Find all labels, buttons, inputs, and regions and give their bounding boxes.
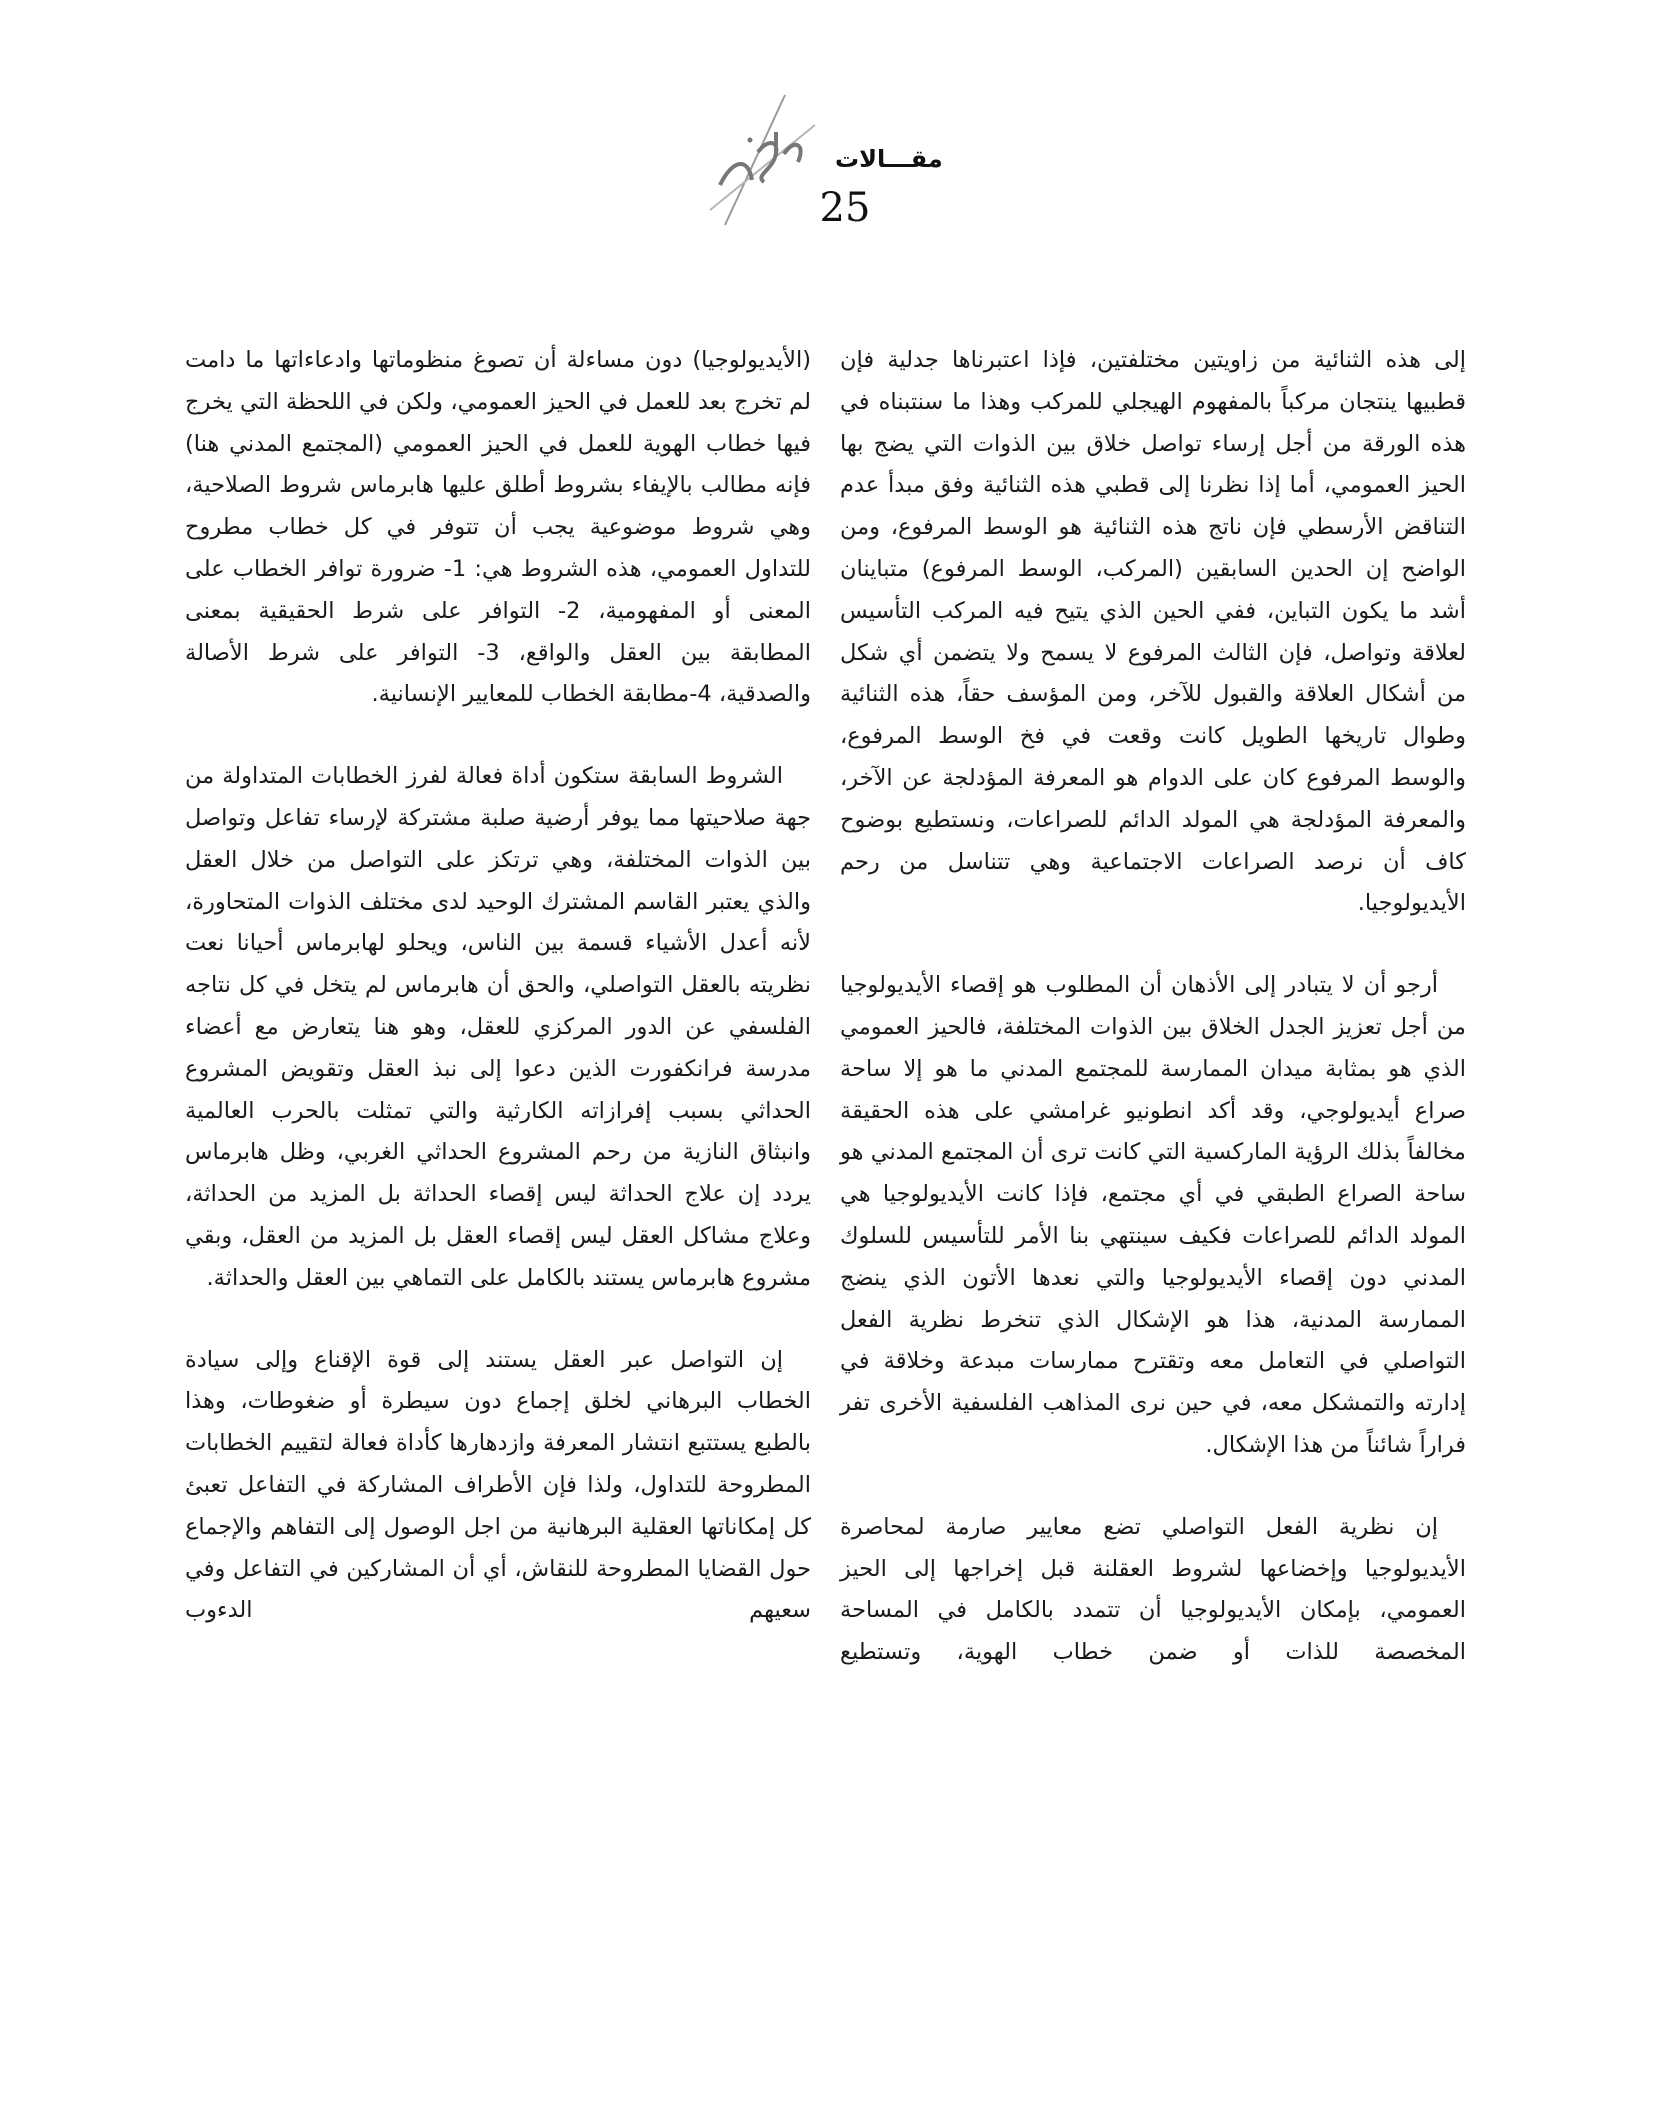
paragraph: الشروط السابقة ستكون أداة فعالة لفرز الخطابات المتداولة من جهة صلاحيتها مما يوفر أرضية صلبة مشتركة لإرساء تفاعل وتواصل بين الذوات المختلفة، وهي ترتكز على التواصل من خلال العقل والذي يعتبر القاسم المشترك الوحيد لدى مختلف الذوات المتحاورة، لأنه أعدل الأشياء قسمة بين الناس، ويحلو لهابرماس أحيانا نعت نظريته بالعقل التواصلي، والحق أن هابرماس لم يتخل في كل نتاجه الفلسفي عن الدور المركزي للعقل، وهو هنا يتعارض مع أعضاء مدرسة فرانكفورت الذين دعوا إلى نبذ العقل وتقويض المشروع الحداثي بسبب إفرازاته الكارثية والتي تمثلت بالحرب العالمية وانبثاق النازية من رحم المشروع الحداثي الغربي، وظل هابرماس يردد إن علاج الحداثة ليس إقصاء الحداثة بل المزيد من الحداثة، وعلاج مشاكل العقل ليس إقصاء العقل بل المزيد من العقل، وبقي مشروع هابرماس يستند بالكامل على التماهي بين العقل والحداثة. [185, 763, 811, 1291]
text-column-right [840, 340, 1466, 1674]
text-column-left [185, 340, 811, 1632]
page-number: 25 [819, 185, 871, 231]
paragraph: (الأيديولوجيا) دون مساءلة أن تصوغ منظوماتها وادعاءاتها ما دامت لم تخرج بعد للعمل في الحيز العمومي، ولكن في اللحظة التي يخرج فيها خطاب الهوية للعمل في الحيز العمومي (المجتمع المدني هنا) فإنه مطالب بالإيفاء بشروط أطلق عليها هابرماس شروط الصلاحية، وهي شروط موضوعية يجب أن تتوفر في كل خطاب مطروح للتداول العمومي، هذه الشروط هي: 1- ضرورة توافر الخطاب على المعنى أو المفهومية، 2- التوافر على شرط الحقيقية بمعنى المطابقة بين العقل والواقع، 3- التوافر على شرط الأصالة والصدقية، 4-مطابقة الخطاب للمعايير الإنسانية. [185, 347, 812, 708]
paragraph: إن نظرية الفعل التواصلي تضع معايير صارمة لمحاصرة الأيديولوجيا وإخضاعها لشروط العقلنة قبل إخراجها إلى الحيز العمومي، بإمكان الأيديولوجيا أن تتمدد بالكامل في المساحة المخصصة للذات أو ضمن خطاب الهوية، وتستطيع [840, 1513, 1466, 1666]
page-header [0, 0, 1654, 250]
paragraph: إن التواصل عبر العقل يستند إلى قوة الإقناع وإلى سيادة الخطاب البرهاني لخلق إجماع دون سيطرة أو ضغوطات، وهذا بالطبع يستتبع انتشار المعرفة وازدهارها كأداة فعالة لتقييم الخطابات المطروحة للتداول، ولذا فإن الأطراف المشاركة في التفاعل تعبئ كل إمكاناتها العقلية البرهانية من اجل الوصول إلى التفاهم والإجماع حول القضايا المطروحة للنقاش، أي أن المشاركين في التفاعل وفي سعيهم الدءوب [185, 1346, 811, 1624]
section-label: مقـــالات [835, 145, 943, 173]
paragraph: أرجو أن لا يتبادر إلى الأذهان أن المطلوب هو إقصاء الأيديولوجيا من أجل تعزيز الجدل الخلاق بين الذوات المختلفة، فالحيز العمومي الذي هو بمثابة ميدان الممارسة للمجتمع المدني ما هو إلا ساحة صراع أيديولوجي، وقد أكد انطونيو غرامشي على هذه الحقيقة مخالفاً بذلك الرؤية الماركسية التي كانت ترى أن المجتمع المدني هو ساحة الصراع الطبقي في أي مجتمع، فإذا كانت الأيديولوجيا هي المولد الدائم للصراعات فكيف سينتهي بنا الأمر للتأسيس للسلوك المدني دون إقصاء الأيديولوجيا والتي نعدها الأتون الذي ينضج الممارسة المدنية، هذا هو الإشكال الذي تنخرط نظرية الفعل التواصلي في التعامل معه وتقترح ممارسات مبدعة وخلاقة في إدارته والتمشكل معه، في حين نرى المذاهب الفلسفية الأخرى تفر فراراً شائناً من هذا الإشكال. [840, 972, 1466, 1458]
paragraph: إلى هذه الثنائية من زاويتين مختلفتين، فإذا اعتبرناها جدلية فإن قطبيها ينتجان مركباً بالمفهوم الهيجلي للمركب وهذا ما سنتبناه في هذه الورقة من أجل إرساء تواصل خلاق بين الذوات التي يضج بها الحيز العمومي، أما إذا نظرنا إلى قطبي هذه الثنائية وفق مبدأ عدم التناقض الأرسطي فإن ناتج هذه الثنائية هو الوسط المرفوع، ومن الواضح إن الحدين السابقين (المركب، الوسط المرفوع) متباينان أشد ما يكون التباين، ففي الحين الذي يتيح فيه المركب التأسيس لعلاقة وتواصل، فإن الثالث المرفوع لا يسمح ولا يتضمن أي شكل من أشكال العلاقة والقبول للآخر، ومن المؤسف حقاً، هذه الثنائية وطوال تاريخها الطويل كانت وقعت في فخ الوسط المرفوع، والوسط المرفوع كان على الدوام هو المعرفة المؤدلجة عن الآخر، والمعرفة المؤدلجة هي المولد الدائم للصراعات، ونستطيع بوضوح كاف أن نرصد الصراعات الاجتماعية وهي تتناسل من رحم الأيديولوجيا. [840, 347, 1466, 917]
